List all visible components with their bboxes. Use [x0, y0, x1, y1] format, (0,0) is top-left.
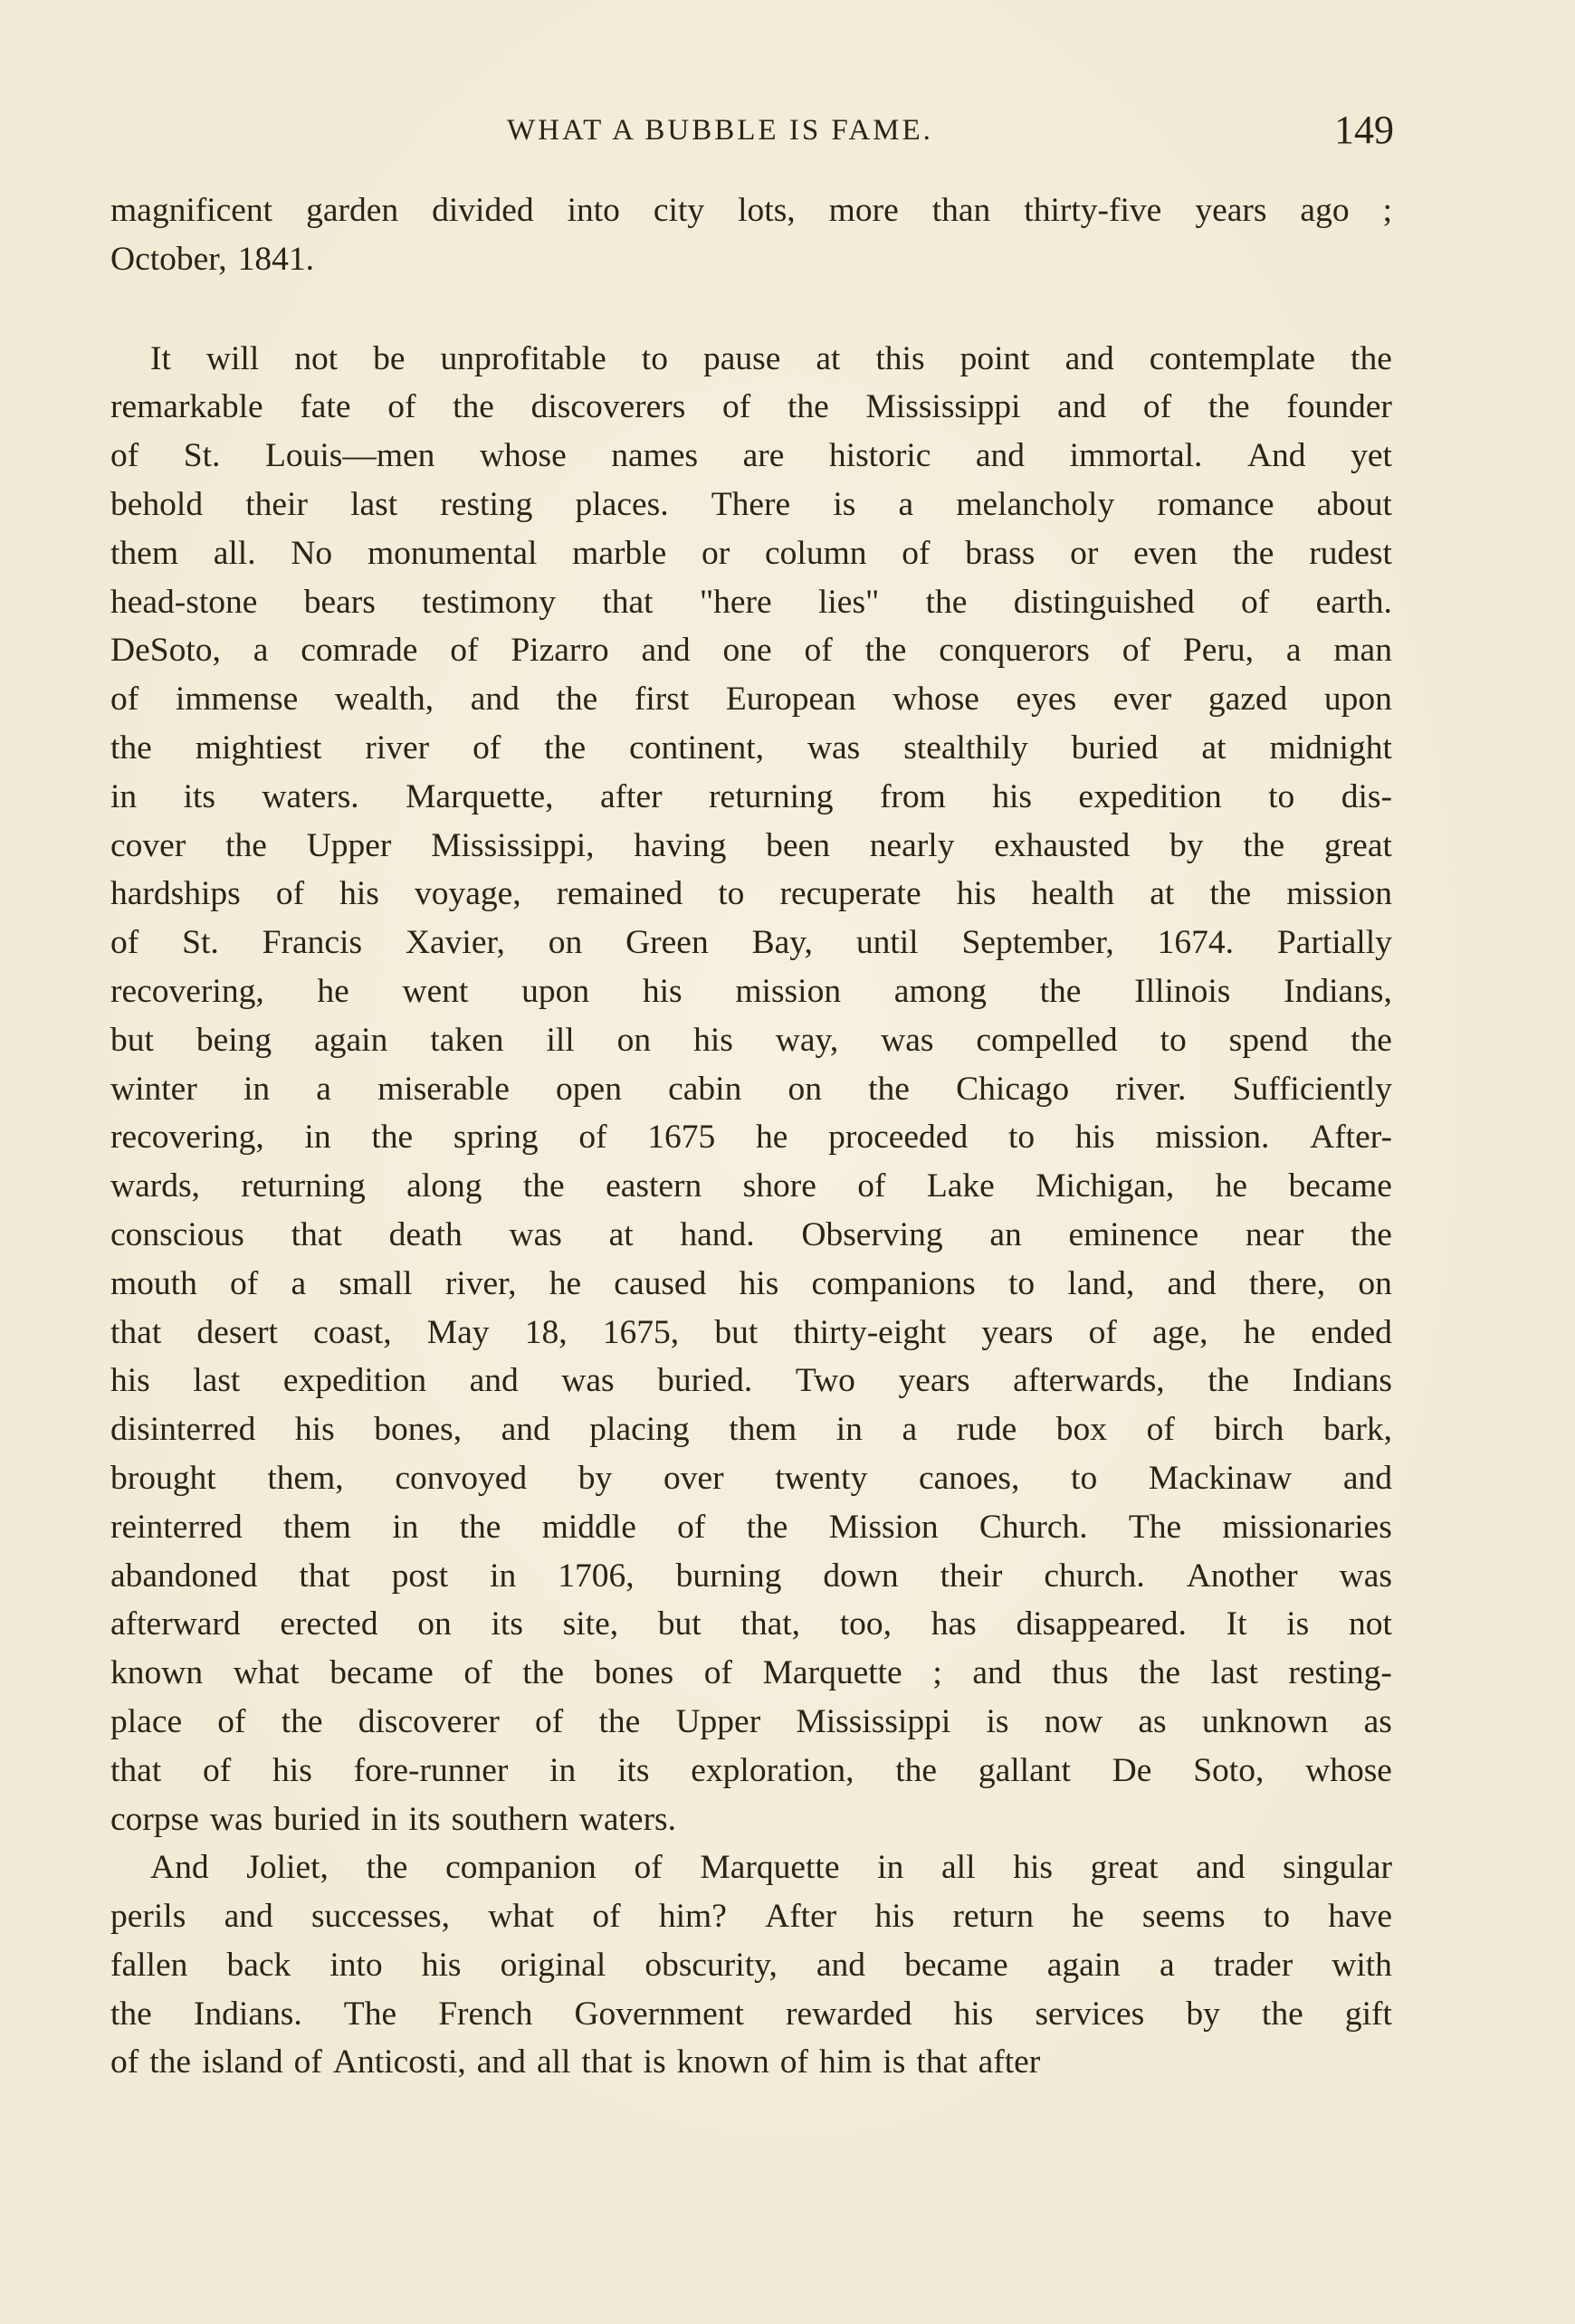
text-line: wards, returning along the eastern shore of Lake Michigan, he became: [110, 1167, 1392, 1205]
text-line: his last expedition and was buried. Two years afterwards, the Indians: [110, 1362, 1392, 1400]
text-line: reinterred them in the middle of the Mission Church. The missionaries: [110, 1508, 1392, 1546]
text-line: the Indians. The French Government rewarded his services by the gift: [110, 1995, 1392, 2033]
text-line: them all. No monumental marble or column of brass or even the rudest: [110, 534, 1392, 572]
text-line: abandoned that post in 1706, burning down their church. Another was: [110, 1557, 1392, 1595]
running-title: WHAT A BUBBLE IS FAME.: [507, 114, 933, 147]
text-line: And Joliet, the companion of Marquette in all his great and singular: [150, 1849, 1392, 1887]
text-line: place of the discoverer of the Upper Mississippi is now as unknown as: [110, 1702, 1392, 1740]
page-number: 149: [1334, 108, 1394, 152]
paragraph: [110, 186, 1392, 284]
text-line: known what became of the bones of Marquette ; and thus the last resting-: [110, 1654, 1392, 1692]
text-line: corpse was buried in its southern waters.: [110, 1800, 677, 1838]
text-line: magnificent garden divided into city lots, more than thirty-five years ago ;: [110, 192, 1392, 229]
text-line: disinterred his bones, and placing them in a rude box of birch bark,: [110, 1411, 1392, 1449]
text-line: of St. Louis—men whose names are historic and immortal. And yet: [110, 437, 1392, 475]
text-line: October, 1841.: [110, 240, 315, 278]
text-line: mouth of a small river, he caused his companions to land, and there, on: [110, 1264, 1392, 1302]
text-line: perils and successes, what of him? After his return he seems to have: [110, 1898, 1392, 1936]
text-line: remarkable fate of the discoverers of the Mississippi and of the founder: [110, 388, 1392, 426]
text-line: in its waters. Marquette, after returning from his expedition to dis-: [110, 777, 1392, 815]
text-line: afterward erected on its site, but that, too, has disappeared. It is not: [110, 1605, 1392, 1643]
text-line: cover the Upper Mississippi, having been nearly exhausted by the great: [110, 826, 1392, 864]
text-line: that of his fore-runner in its exploration, the gallant De Soto, whose: [110, 1751, 1392, 1789]
text-line: of St. Francis Xavier, on Green Bay, until September, 1674. Partially: [110, 924, 1392, 962]
text-line: fallen back into his original obscurity, and became again a trader with: [110, 1946, 1392, 1984]
text-line: but being again taken ill on his way, was compelled to spend the: [110, 1021, 1392, 1059]
text-line: that desert coast, May 18, 1675, but thirty-eight years of age, he ended: [110, 1313, 1392, 1351]
text-line: recovering, he went upon his mission among the Illinois Indians,: [110, 972, 1392, 1010]
body-text: [110, 186, 1392, 2087]
text-line: behold their last resting places. There is a melancholy romance about: [110, 485, 1392, 523]
paragraph: [110, 1843, 1392, 2087]
paragraph: [110, 335, 1392, 1844]
running-head: [109, 107, 1394, 161]
text-line: of immense wealth, and the first European whose eyes ever gazed upon: [110, 681, 1392, 719]
text-line: head-stone bears testimony that "here lies" the distinguished of earth.: [110, 583, 1392, 621]
text-line: It will not be unprofitable to pause at this point and contemplate the: [150, 339, 1392, 377]
text-line: brought them, convoyed by over twenty canoes, to Mackinaw and: [110, 1459, 1392, 1497]
text-line: winter in a miserable open cabin on the Chicago river. Sufficiently: [110, 1070, 1392, 1108]
paragraph-break: [110, 284, 1392, 335]
text-line: hardships of his voyage, remained to recuperate his health at the mission: [110, 875, 1392, 913]
text-line: the mightiest river of the continent, was stealthily buried at midnight: [110, 729, 1392, 767]
text-line: conscious that death was at hand. Observing an eminence near the: [110, 1215, 1392, 1253]
text-line: DeSoto, a comrade of Pizarro and one of the conquerors of Peru, a man: [110, 632, 1392, 670]
text-line: of the island of Anticosti, and all that is known of him is that after: [110, 2043, 1041, 2081]
text-line: recovering, in the spring of 1675 he proceeded to his mission. After-: [110, 1119, 1392, 1157]
